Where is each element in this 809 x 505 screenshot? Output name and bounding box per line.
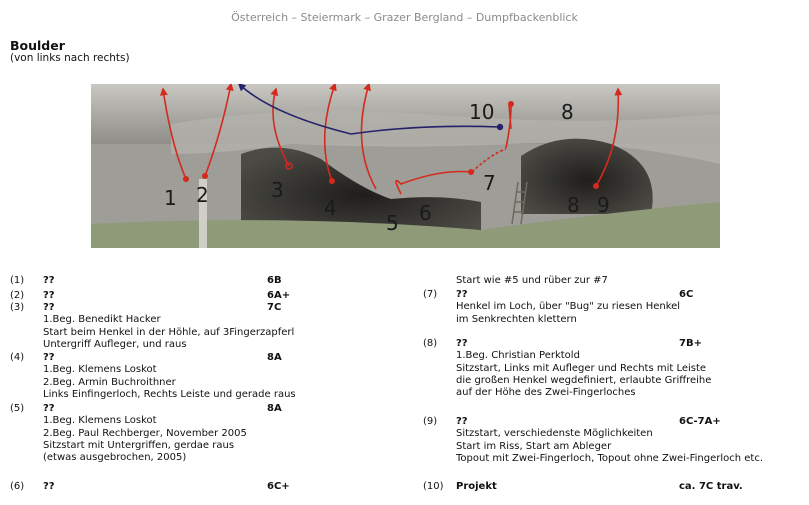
route-detail: im Senkrechten klettern	[456, 313, 577, 325]
route-grade: 6C	[679, 289, 694, 300]
route-detail: auf der Höhe des Zwei-Fingerloches	[456, 387, 636, 399]
route-detail: Start im Riss, Start am Ableger	[456, 440, 612, 452]
route-detail: 2.Beg. Paul Rechberger, November 2005	[43, 427, 247, 439]
route-number: (5)	[10, 403, 25, 414]
route-detail: Sitzstart, Links mit Aufleger und Rechts mit Leiste	[456, 362, 707, 374]
route-grade: 6C-7A+	[679, 416, 721, 427]
topo-label-7: 7	[483, 171, 496, 195]
boulder-topo-photo	[91, 84, 720, 248]
section-subtitle: (von links nach rechts)	[10, 52, 130, 64]
route-detail: 1.Beg. Klemens Loskot	[43, 364, 157, 376]
route-name: ??	[456, 289, 468, 300]
route-grade: 8A	[267, 352, 282, 363]
route-name: ??	[43, 275, 55, 286]
route-grade: 6B	[267, 275, 282, 286]
route-detail: Topout mit Zwei-Fingerloch, Topout ohne Zwei-Fingerloch etc.	[456, 452, 763, 464]
route-detail: 1.Beg. Klemens Loskot	[43, 415, 157, 427]
route-detail: Start beim Henkel in der Höhle, auf 3Fingerzapferl	[43, 326, 295, 338]
route-detail: 1.Beg. Christian Perktold	[456, 350, 580, 362]
topo-label-8-bottom: 8	[567, 193, 580, 217]
route-name: ??	[43, 403, 55, 414]
topo-label-1: 1	[164, 186, 177, 210]
route-detail: Untergriff Aufleger, und raus	[43, 338, 187, 350]
route-number: (10)	[423, 481, 444, 492]
route-detail: (etwas ausgebrochen, 2005)	[43, 452, 187, 464]
route-number: (7)	[423, 289, 438, 300]
route-number: (9)	[423, 416, 438, 427]
route-number: (1)	[10, 275, 25, 286]
route-detail: Sitzstart mit Untergriffen, gerdae raus	[43, 439, 235, 451]
topo-label-4: 4	[324, 196, 337, 220]
route-7-pretext: Start wie #5 und rüber zur #7	[456, 275, 608, 286]
route-number: (3)	[10, 302, 25, 313]
route-name: ??	[456, 416, 468, 427]
route-name: ??	[43, 481, 55, 492]
topo-label-6: 6	[419, 201, 432, 225]
route-name: ??	[43, 290, 55, 301]
route-name: Projekt	[456, 481, 497, 492]
route-number: (2)	[10, 290, 25, 301]
route-detail: Henkel im Loch, über "Bug" zu riesen Henkel	[456, 301, 681, 313]
route-detail: 1.Beg. Benedikt Hacker	[43, 314, 161, 326]
route-detail: die großen Henkel wegdefiniert, erlaubte Griffreihe	[456, 374, 712, 386]
topo-label-2: 2	[196, 183, 209, 207]
route-name: ??	[43, 302, 55, 313]
topo-label-3: 3	[271, 178, 284, 202]
route-grade: ca. 7C trav.	[679, 481, 743, 492]
route-number: (8)	[423, 338, 438, 349]
route-number: (4)	[10, 352, 25, 363]
route-number: (6)	[10, 481, 25, 492]
route-detail: 2.Beg. Armin Buchroithner	[43, 376, 176, 388]
topo-label-5: 5	[386, 211, 399, 235]
route-grade: 8A	[267, 403, 282, 414]
section-title: Boulder	[10, 38, 65, 53]
route-grade: 6A+	[267, 290, 291, 301]
route-grade: 7C	[267, 302, 282, 313]
route-detail: Links Einfingerloch, Rechts Leiste und gerade raus	[43, 388, 296, 400]
topo-label-9: 9	[597, 193, 610, 217]
route-grade: 6C+	[267, 481, 290, 492]
route-detail: Sitzstart, verschiedenste Möglichkeiten	[456, 428, 653, 440]
route-grade: 7B+	[679, 338, 702, 349]
breadcrumb: Österreich – Steiermark – Grazer Bergland – Dumpfbackenblick	[231, 11, 578, 24]
topo-label-8-top: 8	[561, 100, 574, 124]
topo-label-10: 10	[469, 100, 495, 124]
route-name: ??	[43, 352, 55, 363]
route-name: ??	[456, 338, 468, 349]
